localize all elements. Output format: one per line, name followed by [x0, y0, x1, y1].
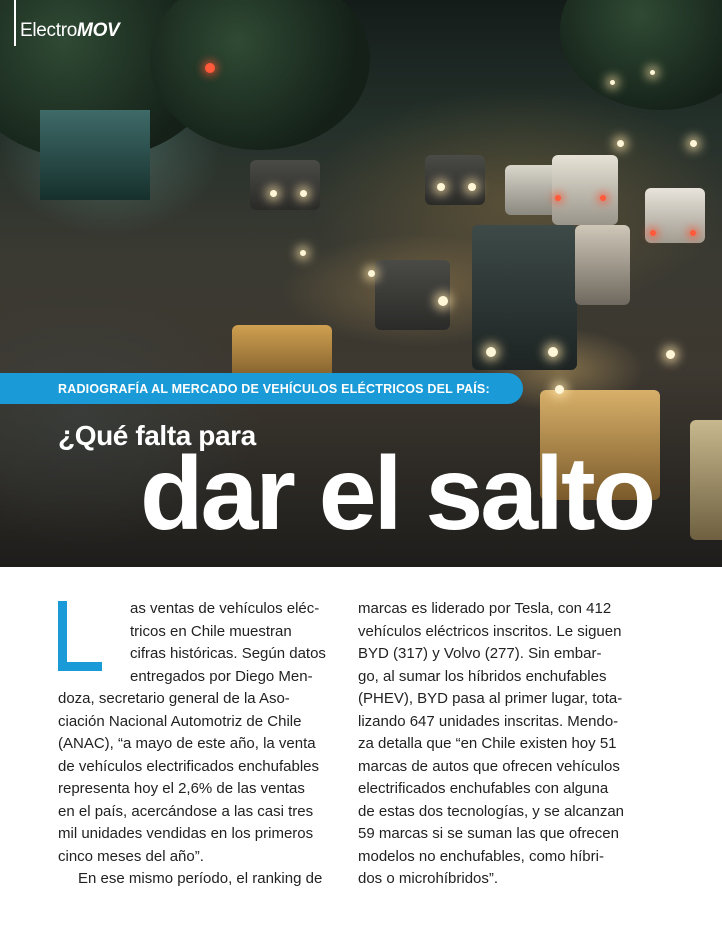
text-line: go, al sumar los híbridos enchufables: [358, 667, 607, 685]
text-line: dos o microhíbridos”.: [358, 870, 499, 887]
text-line: (PHEV), BYD pasa al primer lugar, tota-: [358, 690, 623, 707]
text-line: representa hoy el 2,6% de las ventas: [58, 780, 305, 797]
text-line: tricos en Chile muestran: [130, 622, 292, 640]
text-line: de vehículos electrificados enchufables: [58, 757, 319, 775]
headlight: [468, 183, 476, 191]
headlight: [650, 70, 655, 75]
headlight: [300, 190, 307, 197]
car: [250, 160, 320, 210]
headlight: [610, 80, 615, 85]
text-line: ciación Nacional Automotriz de Chile: [58, 712, 302, 730]
text-line: vehículos eléctricos inscritos. Le siguen: [358, 622, 622, 640]
taillight: [690, 230, 696, 236]
headlight: [368, 270, 375, 277]
taillight: [600, 195, 606, 201]
lantern: [205, 63, 215, 73]
text-line: cifras históricas. Según datos: [130, 645, 326, 662]
headline-small: ¿Qué falta para: [58, 420, 256, 451]
text-line: za detalla que “en Chile existen hoy 51: [358, 735, 617, 752]
car: [425, 155, 485, 205]
text-line: BYD (317) y Volvo (277). Sin embar-: [358, 645, 602, 662]
text-line: (ANAC), “a mayo de este año, la venta: [58, 735, 316, 752]
storefront: [40, 110, 150, 200]
text-line: de estas dos tecnologías, y se alcanzan: [358, 802, 625, 820]
text-line: entregados por Diego Men-: [130, 667, 313, 685]
article-column-2: [358, 598, 648, 891]
kicker-text: RADIOGRAFÍA AL MERCADO DE VEHÍCULOS ELÉCTRICOS DEL PAÍS:: [58, 382, 490, 396]
brand-logo-light: Electro: [20, 20, 78, 41]
text-line: modelos no enchufables, como híbri-: [358, 847, 604, 865]
text-line: En ese mismo período, el ranking de: [78, 870, 323, 887]
headlight: [548, 347, 558, 357]
text-line: cinco meses del año”.: [58, 847, 204, 865]
headlight: [437, 183, 445, 191]
van: [552, 155, 618, 225]
brand-logo-bold: MOV: [77, 20, 120, 41]
car: [575, 225, 630, 305]
text-line: doza, secretario general de la Aso-: [58, 690, 290, 707]
headlight: [617, 140, 624, 147]
car: [375, 260, 450, 330]
article-column-1: [58, 598, 348, 891]
tree-silhouette: [560, 0, 722, 110]
text-line: 59 marcas si se suman las que ofrecen: [358, 825, 619, 842]
headlight: [555, 385, 564, 394]
text-line: lizando 647 unidades inscritas. Mendo-: [358, 712, 619, 730]
car: [690, 420, 722, 540]
text-line: mil unidades vendidas en los primeros: [58, 825, 314, 842]
text-line: marcas es liderado por Tesla, con 412: [358, 600, 612, 617]
headlight: [270, 190, 277, 197]
brand-bar: [14, 0, 16, 46]
headline-big: dar el salto: [140, 436, 654, 552]
headlight: [690, 140, 697, 147]
text-line: marcas de autos que ofrecen vehículos: [358, 757, 620, 775]
headlight: [300, 250, 306, 256]
text-line: en el país, acercándose a las casi tres: [58, 802, 314, 820]
headlight: [486, 347, 496, 357]
text-line: electrificados enchufables con alguna: [358, 780, 609, 797]
brand-logo: [20, 20, 119, 42]
headlight: [438, 296, 448, 306]
headlight: [666, 350, 675, 359]
text-line: as ventas de vehículos eléc-: [130, 600, 320, 617]
taillight: [650, 230, 656, 236]
taillight: [555, 195, 561, 201]
kicker-banner: [0, 373, 523, 404]
